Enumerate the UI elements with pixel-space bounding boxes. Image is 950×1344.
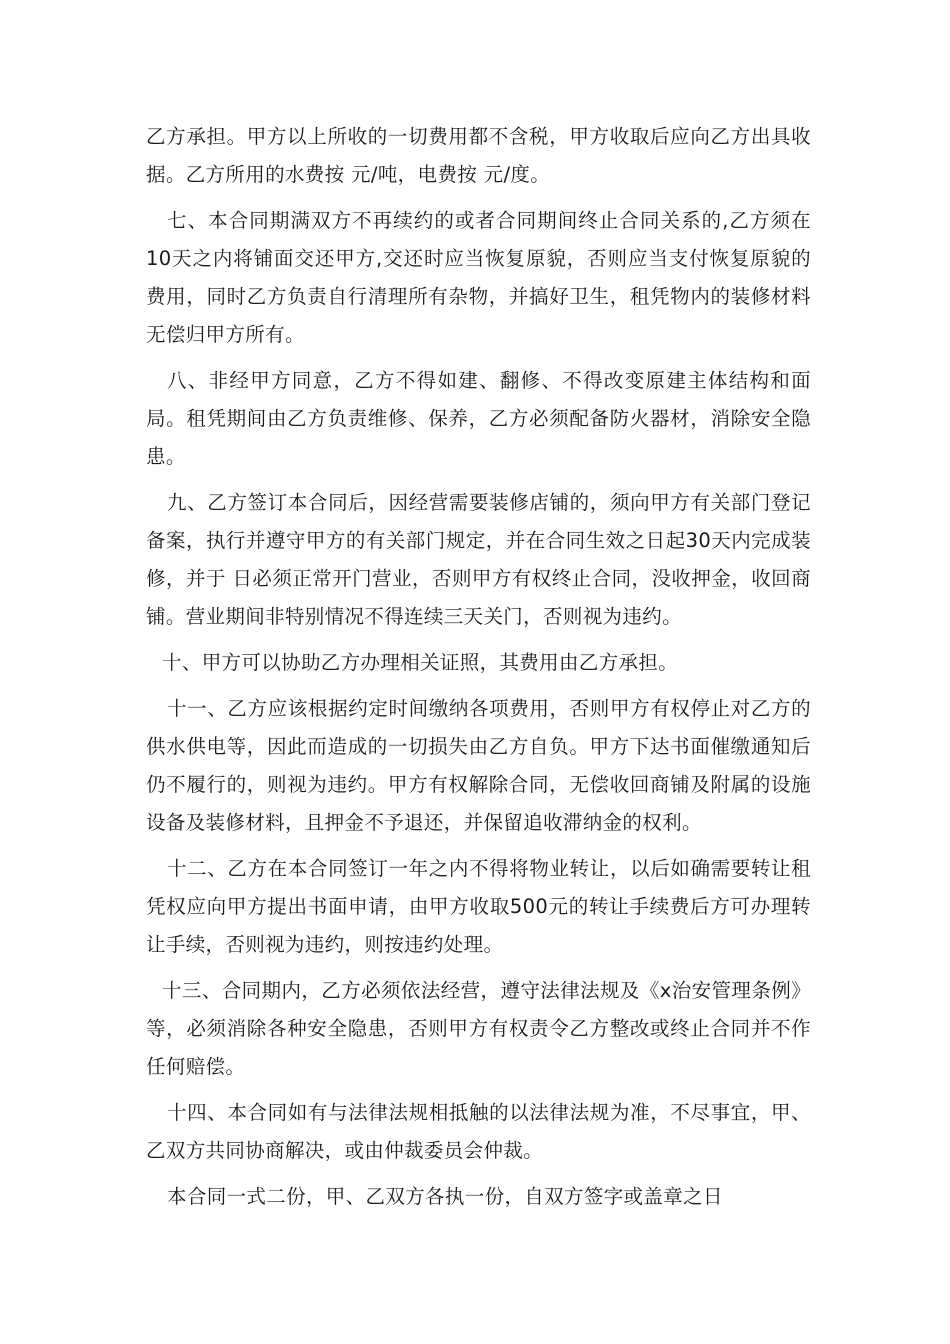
paragraph-clause-9: 九、乙方签订本合同后，因经营需要装修店铺的，须向甲方有关部门登记备案，执行并遵守甲方的有关部门规定，并在合同生效之日起30天内完成装修，并于 日必须正常开门营业，否则甲方有权终止合同，没收押金，收回商铺。营业期间非特别情况不得连续三天关门，否则视为违约。 [146,491,811,628]
document-body [146,118,811,1224]
paragraph-clause-10: 十、甲方可以协助乙方办理相关证照，其费用由乙方承担。 [162,651,679,674]
paragraph-closing: 本合同一式二份，甲、乙双方各执一份，自双方签字或盖章之日 [167,1185,723,1208]
paragraph-clause-8: 八、非经甲方同意，乙方不得如建、翻修、不得改变原建主体结构和面局。租凭期间由乙方负责维修、保养，乙方必须配备防火器材，消除安全隐患。 [146,369,811,468]
paragraph-clause-12: 十二、乙方在本合同签订一年之内不得将物业转让，以后如确需要转让租凭权应向甲方提出书面申请，由甲方收取500元的转让手续费后方可办理转让手续，否则视为违约，则按违约处理。 [146,857,811,956]
paragraph-clause-14: 十四、本合同如有与法律法规相抵触的以法律法规为准，不尽事宜，甲、乙双方共同协商解决，或由仲裁委员会仲裁。 [146,1101,811,1162]
paragraph-clause-11: 十一、乙方应该根据约定时间缴纳各项费用，否则甲方有权停止对乙方的供水供电等，因此而造成的一切损失由乙方自负。甲方下达书面催缴通知后仍不履行的，则视为违约。甲方有权解除合同，无偿收回商铺及附属的设施设备及装修材料，且押金不予退还，并保留追收滞纳金的权利。 [146,697,811,834]
paragraph-continuation: 乙方承担。甲方以上所收的一切费用都不含税，甲方收取后应向乙方出具收据。乙方所用的水费按 元/吨，电费按 元/度。 [146,125,811,186]
paragraph-clause-7: 七、本合同期满双方不再续约的或者合同期间终止合同关系的,乙方须在10天之内将铺面交还甲方,交还时应当恢复原貌，否则应当支付恢复原貌的费用，同时乙方负责自行清理所有杂物，并搞好卫生，租凭物内的装修材料无偿归甲方所有。 [146,209,811,346]
paragraph-clause-13: 十三、合同期内，乙方必须依法经营，遵守法律法规及《x治安管理条例》等，必须消除各种安全隐患，否则甲方有权责令乙方整改或终止合同并不作任何赔偿。 [146,979,811,1078]
